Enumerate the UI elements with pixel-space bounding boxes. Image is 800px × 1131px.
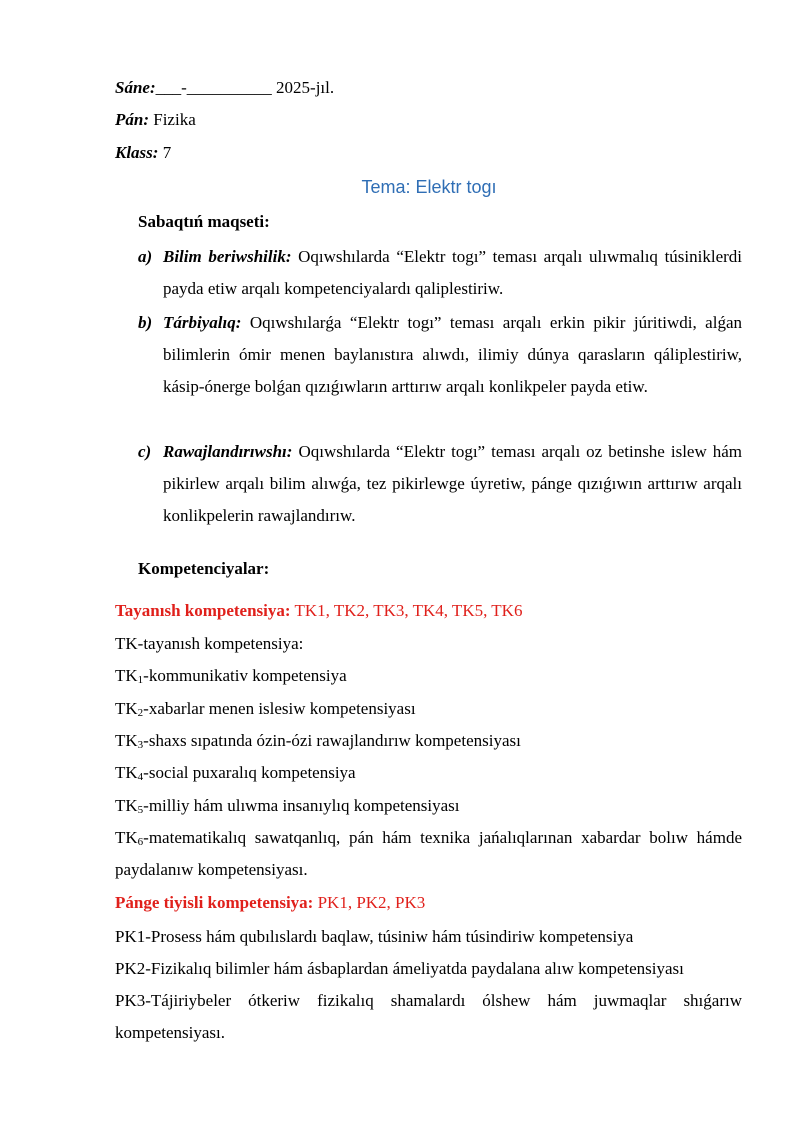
aim-item-a xyxy=(138,241,742,305)
tk-item: $TK_6$-matematikalıq sawatqanlıq, pán hám texnika jańalıqlarınan xabardar bolıw hámde paydalanıw kompetensiyası. xyxy=(115,828,742,879)
tk-item: $TK_3$-shaxs sıpatında ózin-ózi rawajlandırıw kompetensiyası xyxy=(115,731,521,751)
subject-competency-codes: PK1, PK2, PK3 xyxy=(317,893,426,912)
aim-item-c xyxy=(138,436,742,532)
class-line xyxy=(115,142,171,164)
aim-text: Oqıwshılarda “Elektr togı” teması arqalı oz betinshe islew hám pikirlew arqalı bilim alıwǵa, tez pikirlewge úyretiw, pánge qızıǵıwın arttırıw arqalı konlikpelerin rawajlandırıw. xyxy=(163,442,743,525)
subject-competency-label: Pánge tiyisli kompetensiya: xyxy=(115,893,314,912)
base-competency-codes: TK1, TK2, TK3, TK4, TK5, TK6 xyxy=(294,601,523,620)
subject-competency-line xyxy=(115,892,425,914)
pk-item: PK1-Prosess hám qubılıslardı baqlaw, túsiniw hám túsindiriw kompetensiya xyxy=(115,927,634,946)
aim-label: Rawajlandırıwshı: xyxy=(163,442,293,461)
class-label: Klass: xyxy=(115,143,159,162)
date-label: Sáne: xyxy=(115,78,156,97)
subject-label: Pán: xyxy=(115,110,149,129)
pk-item: PK3-Tájiriybeler ótkeriw fizikalıq shamalardı ólshew hám juwmaqlar shıǵarıw kompetensiyası. xyxy=(115,991,742,1042)
base-competency-line xyxy=(115,600,522,622)
base-competency-intro: TK-tayanısh kompetensiya: xyxy=(115,634,304,653)
lesson-title: Tema: Elektr togı xyxy=(361,177,497,197)
tk-item: $TK_4$-social puxaralıq kompetensiya xyxy=(115,763,356,783)
tk-item: $TK_2$-xabarlar menen islesiw kompetensiyası xyxy=(115,699,416,719)
aim-label: Tárbiyalıq: xyxy=(163,313,242,332)
date-line xyxy=(115,77,334,99)
aim-label: Bilim beriwshilik: xyxy=(163,247,292,266)
aim-item-b xyxy=(138,307,742,403)
aim-marker: a) xyxy=(138,247,153,266)
aims-heading: Sabaqtıń maqseti: xyxy=(138,212,270,231)
tk-item: $TK_5$-milliy hám ulıwma insanıylıq kompetensiyası xyxy=(115,796,460,816)
pk-item: PK2-Fizikalıq bilimler hám ásbaplardan ámeliyatda paydalana alıw kompetensiyası xyxy=(115,959,684,978)
aim-text: Oqıwshılarda “Elektr togı” teması arqalı ulıwmalıq túsiniklerdi payda etiw arqalı kompetenciyalardı qaliplestiriw. xyxy=(163,247,743,298)
date-value: ___-__________ 2025-jıl. xyxy=(155,78,335,97)
competencies-heading: Kompetenciyalar: xyxy=(138,559,270,578)
tk-item: $TK_1$-kommunikativ kompetensiya xyxy=(115,666,347,686)
aim-marker: c) xyxy=(138,442,152,461)
class-value: 7 xyxy=(162,143,172,162)
base-competency-label: Tayanısh kompetensiya: xyxy=(115,601,291,620)
subject-line xyxy=(115,109,196,131)
subject-value: Fizika xyxy=(153,110,196,129)
aim-marker: b) xyxy=(138,313,153,332)
aim-text: Oqıwshılarǵa “Elektr togı” teması arqalı erkin pikir júritiwdi, alǵan bilimlerin ómir menen baylanıstıra alıwdı, ilimiy dúnya qarasların qáliplestiriw, kásip-ónerge bolǵan qızıǵıwların arttırıw arqalı konlikpeler payda etiw. xyxy=(163,313,742,396)
